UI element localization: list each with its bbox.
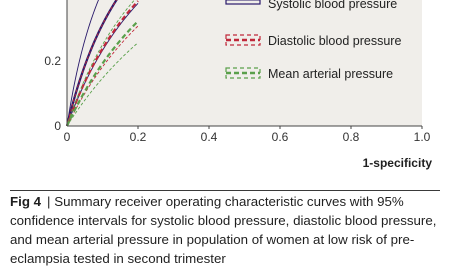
y-tick-label: 0	[54, 119, 61, 133]
figure-caption	[10, 190, 440, 268]
x-tick-label: 0	[63, 130, 71, 144]
caption-text: Summary receiver operating characteristic curves with 95% confidence intervals for systolic blood pressure, diastolic blood pressure, and mean arterial pressure in population of women at low risk of pre-eclampsia tested in second trimester	[10, 194, 437, 266]
x-tick-label: 0.4	[200, 130, 218, 144]
legend-label-diastolic: Diastolic blood pressure	[268, 34, 402, 48]
figure-label: Fig 4	[10, 194, 42, 209]
y-ticks	[44, 54, 61, 133]
plot-background	[67, 0, 422, 126]
x-axis-title: 1-specificity	[362, 156, 432, 170]
x-ticks	[64, 126, 431, 144]
y-tick-label: 0.2	[44, 54, 61, 68]
legend-label-systolic: Systolic blood pressure	[268, 0, 398, 11]
figure-label-separator: |	[47, 194, 51, 209]
x-tick-label: 0.2	[129, 130, 147, 144]
x-tick-label: 1.0	[413, 130, 431, 144]
legend-label-mean: Mean arterial pressure	[268, 67, 394, 81]
x-tick-label: 0.6	[271, 130, 289, 144]
x-tick-label: 0.8	[342, 130, 360, 144]
